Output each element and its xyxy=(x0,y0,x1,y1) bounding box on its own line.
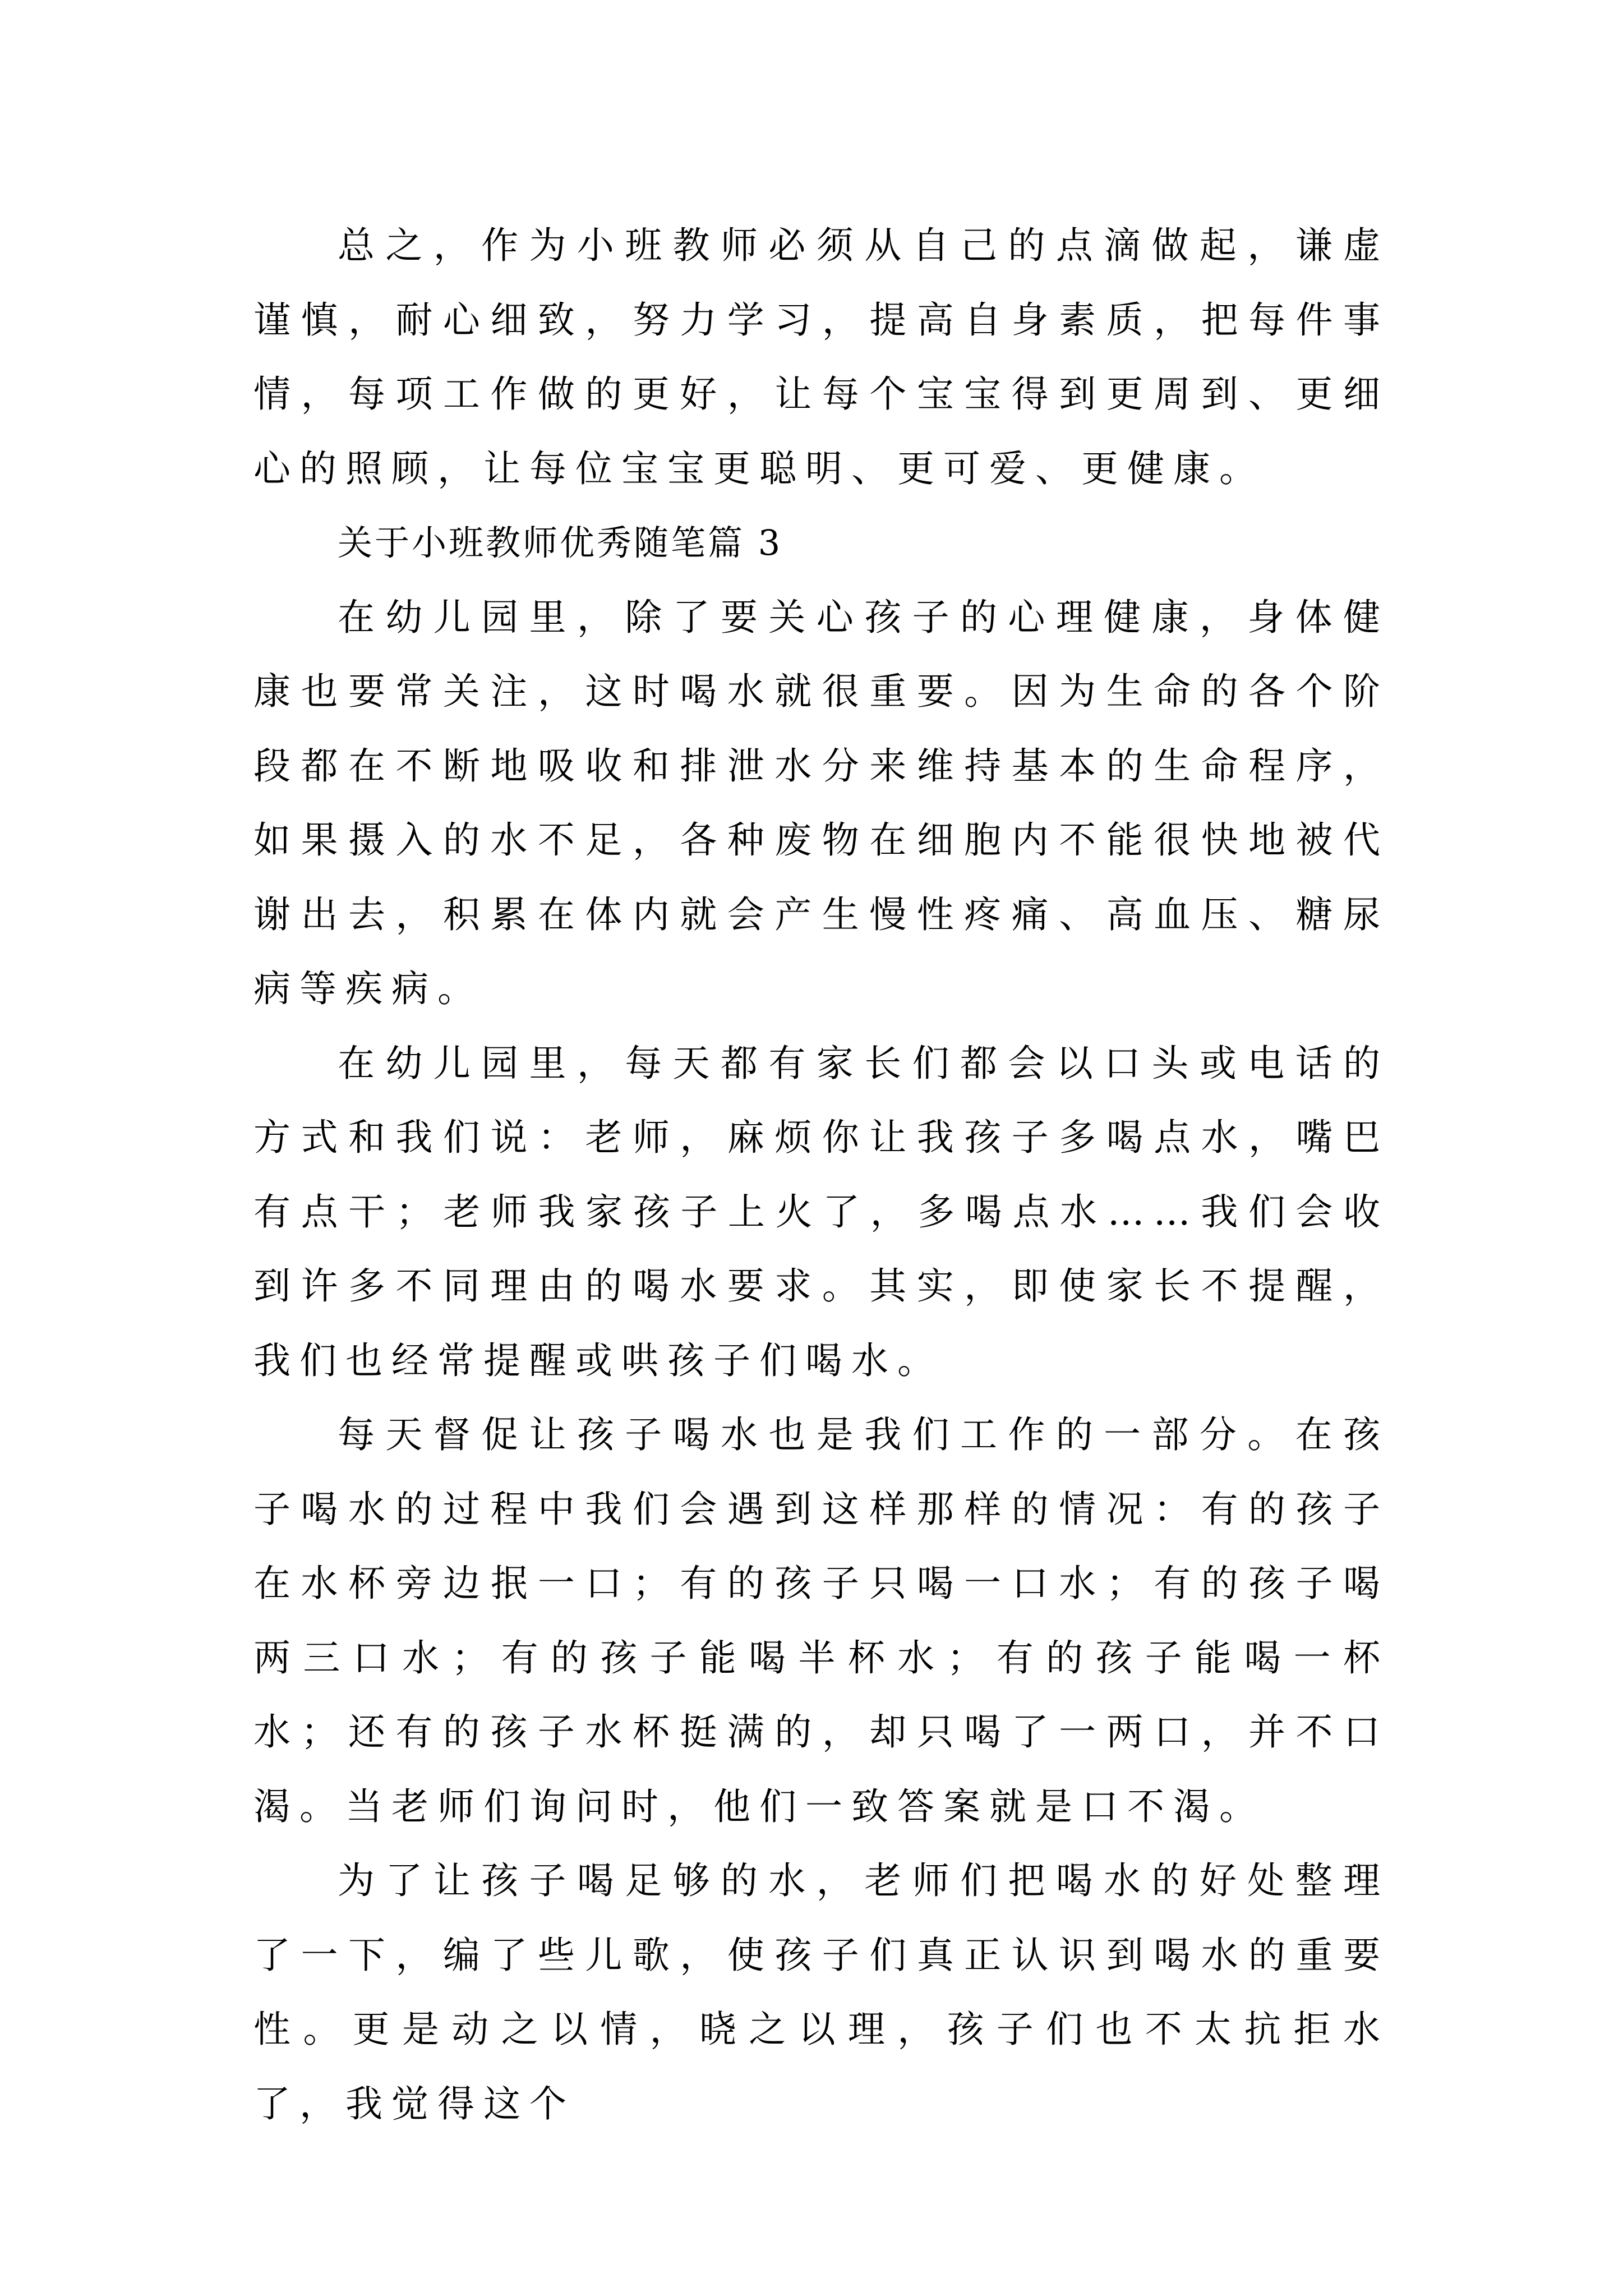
document-body xyxy=(253,209,1389,2141)
paragraph-nursery-rhymes: 为了让孩子喝足够的水，老师们把喝水的好处整理了一下，编了些儿歌，使孩子们真正认识到喝水的重要性。更是动之以情，晓之以理，孩子们也不太抗拒水了，我觉得这个 xyxy=(253,1859,1389,2125)
paragraph-water-importance: 在幼儿园里，除了要关心孩子的心理健康，身体健康也要常关注，这时喝水就很重要。因为生命的各个阶段都在不断地吸收和排泄水分来维持基本的生命程序，如果摄入的水不足，各种废物在细胞内不能很快地被代谢出去，积累在体内就会产生慢性疼痛、高血压、糖尿病等疾病。 xyxy=(253,595,1389,1010)
paragraph-drinking-situations: 每天督促让孩子喝水也是我们工作的一部分。在孩子喝水的过程中我们会遇到这样那样的情况：有的孩子在水杯旁边抿一口；有的孩子只喝一口水；有的孩子喝两三口水；有的孩子能喝半杯水；有的孩子能喝一杯水；还有的孩子水杯挺满的，却只喝了一两口，并不口渴。当老师们询问时，他们一致答案就是口不渴。 xyxy=(253,1413,1389,1828)
section-heading: 关于小班教师优秀随笔篇 3 xyxy=(338,522,783,563)
paragraph-parent-requests: 在幼儿园里，每天都有家长们都会以口头或电话的方式和我们说：老师，麻烦你让我孩子多喝点水，嘴巴有点干；老师我家孩子上火了，多喝点水……我们会收到许多不同理由的喝水要求。其实，即使家长不提醒，我们也经常提醒或哄孩子们喝水。 xyxy=(253,1041,1389,1382)
paragraph-conclusion: 总之，作为小班教师必须从自己的点滴做起，谦虚谨慎，耐心细致，努力学习，提高自身素质，把每件事情，每项工作做的更好，让每个宝宝得到更周到、更细心的照顾，让每位宝宝更聪明、更可爱、更健康。 xyxy=(253,224,1389,490)
